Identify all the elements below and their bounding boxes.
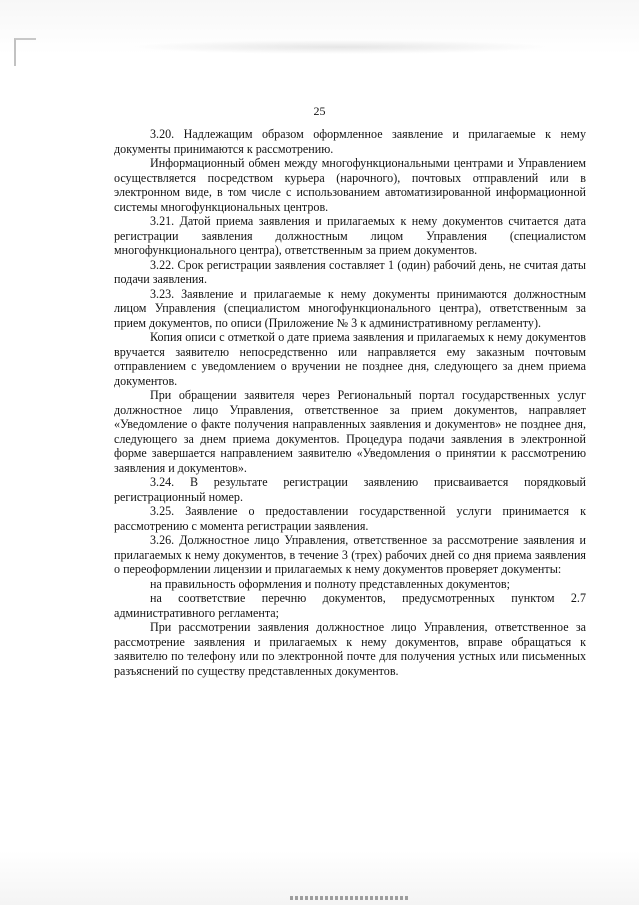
paragraph: Копия описи с отметкой о дате приема заявления и прилагаемых к нему документов вручается заявителю непосредственно или направляется ему заказным почтовым отправлением с уведомлением о вручении не позднее дня, следующего за днем приема документов. [114,330,586,388]
paragraph: Информационный обмен между многофункциональными центрами и Управлением осуществляется посредством курьера (нарочного), почтовых отправлений или в электронном виде, в том числе с использованием автоматизированной информационной системы многофункциональных центров. [114,156,586,214]
paragraph: 3.25. Заявление о предоставлении государственной услуги принимается к рассмотрению с момента регистрации заявления. [114,504,586,533]
paragraph: При рассмотрении заявления должностное лицо Управления, ответственное за рассмотрение заявления и прилагаемых к нему документов, вправе обращаться к заявителю по телефону или по электронной почте для получения устных или письменных разъяснений по существу представленных документов. [114,620,586,678]
paragraph: При обращении заявителя через Региональный портал государственных услуг должностное лицо Управления, ответственное за прием документов, направляет «Уведомление о факте получения направленных заявления и документов» не позднее дня, следующего за днем приема документов. Процедура подачи заявления в электронной форме завершается направлением заявителю «Уведомления о принятии к рассмотрению заявления и документов». [114,388,586,475]
paragraph: 3.21. Датой приема заявления и прилагаемых к нему документов считается дата регистрации заявления должностным лицом Управления (специалистом многофункционального центра), ответственным за прием документов. [114,214,586,257]
paragraph: 3.23. Заявление и прилагаемые к нему документы принимаются должностным лицом Управления (специалистом многофункционального центра), ответственным за прием документов, по описи (Приложение № 3 к административному регламенту). [114,286,586,330]
scan-corner-mark [14,38,36,66]
scan-smudge [130,40,550,54]
paragraph: 3.24. В результате регистрации заявлению присваивается порядковый регистрационный номер. [114,475,586,504]
scan-bottom-artifact [290,896,410,900]
paragraph: 3.26. Должностное лицо Управления, ответственное за рассмотрение заявления и прилагаемых к нему документов, в течение 3 (трех) рабочих дней со дня приема заявления о переоформлении лицензии и прилагаемых к нему документов проверяет документы: [114,533,586,576]
page-number: 25 [313,104,326,118]
paragraph: 3.20. Надлежащим образом оформленное заявление и прилагаемые к нему документы принимаются к рассмотрению. [114,127,586,156]
paragraph: 3.22. Срок регистрации заявления составляет 1 (один) рабочий день, не считая даты подачи заявления. [114,257,586,286]
paragraph: на соответствие перечню документов, предусмотренных пунктом 2.7 административного регламента; [114,591,586,620]
paragraph: на правильность оформления и полноту представленных документов; [150,576,510,591]
document-body [114,127,586,678]
